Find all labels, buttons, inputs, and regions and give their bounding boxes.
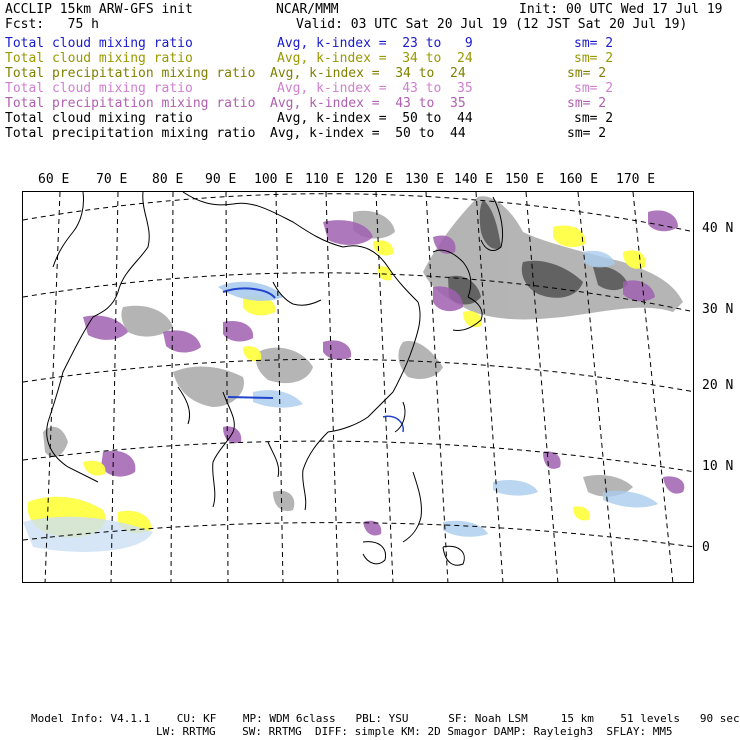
lon-label: 70 E — [96, 172, 128, 187]
field-sm: sm= 2 — [567, 96, 607, 111]
lat-label: 30 N — [702, 302, 734, 317]
field-sm: sm= 2 — [574, 51, 614, 66]
lon-label: 120 E — [354, 172, 394, 187]
field-name: Total precipitation mixing ratio — [5, 66, 256, 81]
field-sm: sm= 2 — [574, 111, 614, 126]
map-panel — [22, 191, 694, 583]
field-avg: Avg, k-index = 50 to 44 — [270, 126, 466, 141]
map-svg — [23, 192, 694, 583]
lat-label: 0 — [702, 540, 710, 555]
lat-label: 20 N — [702, 378, 734, 393]
field-sm: sm= 2 — [567, 126, 607, 141]
lon-label: 60 E — [38, 172, 70, 187]
lon-label: 160 E — [559, 172, 599, 187]
field-avg: Avg, k-index = 43 to 35 — [277, 81, 473, 96]
valid-time: Valid: 03 UTC Sat 20 Jul 19 (12 JST Sat 20 Jul 19) — [296, 17, 688, 32]
lon-label: 110 E — [305, 172, 345, 187]
lon-label: 140 E — [454, 172, 494, 187]
lon-label: 90 E — [205, 172, 237, 187]
lon-label: 130 E — [405, 172, 445, 187]
field-avg: Avg, k-index = 34 to 24 — [277, 51, 473, 66]
field-name: Total precipitation mixing ratio — [5, 126, 256, 141]
field-name: Total cloud mixing ratio — [5, 51, 193, 66]
lon-label: 170 E — [616, 172, 656, 187]
model-title: ACCLIP 15km ARW-GFS init — [5, 2, 193, 17]
lon-label: 100 E — [254, 172, 294, 187]
gray-cloud-field — [43, 196, 683, 511]
org-label: NCAR/MMM — [276, 2, 339, 17]
field-name: Total cloud mixing ratio — [5, 111, 193, 126]
field-sm: sm= 2 — [574, 81, 614, 96]
init-time: Init: 00 UTC Wed 17 Jul 19 — [519, 2, 723, 17]
model-info-line2: LW: RRTMG SW: RRTMG DIFF: simple KM: 2D Smagor DAMP: Rayleigh3 SFLAY: MM5 — [156, 725, 673, 738]
lat-label: 40 N — [702, 221, 734, 236]
field-name: Total cloud mixing ratio — [5, 81, 193, 96]
forecast-hour: Fcst: 75 h — [5, 17, 99, 32]
field-avg: Avg, k-index = 43 to 35 — [270, 96, 466, 111]
field-sm: sm= 2 — [574, 36, 614, 51]
field-sm: sm= 2 — [567, 66, 607, 81]
field-avg: Avg, k-index = 34 to 24 — [270, 66, 466, 81]
lat-label: 10 N — [702, 459, 734, 474]
field-avg: Avg, k-index = 50 to 44 — [277, 111, 473, 126]
lon-label: 80 E — [152, 172, 184, 187]
field-name: Total precipitation mixing ratio — [5, 96, 256, 111]
field-avg: Avg, k-index = 23 to 9 — [277, 36, 473, 51]
lon-label: 150 E — [505, 172, 545, 187]
model-info-line1: Model Info: V4.1.1 CU: KF MP: WDM 6class PBL: YSU SF: Noah LSM 15 km 51 levels 90 sec — [31, 712, 740, 725]
field-name: Total cloud mixing ratio — [5, 36, 193, 51]
